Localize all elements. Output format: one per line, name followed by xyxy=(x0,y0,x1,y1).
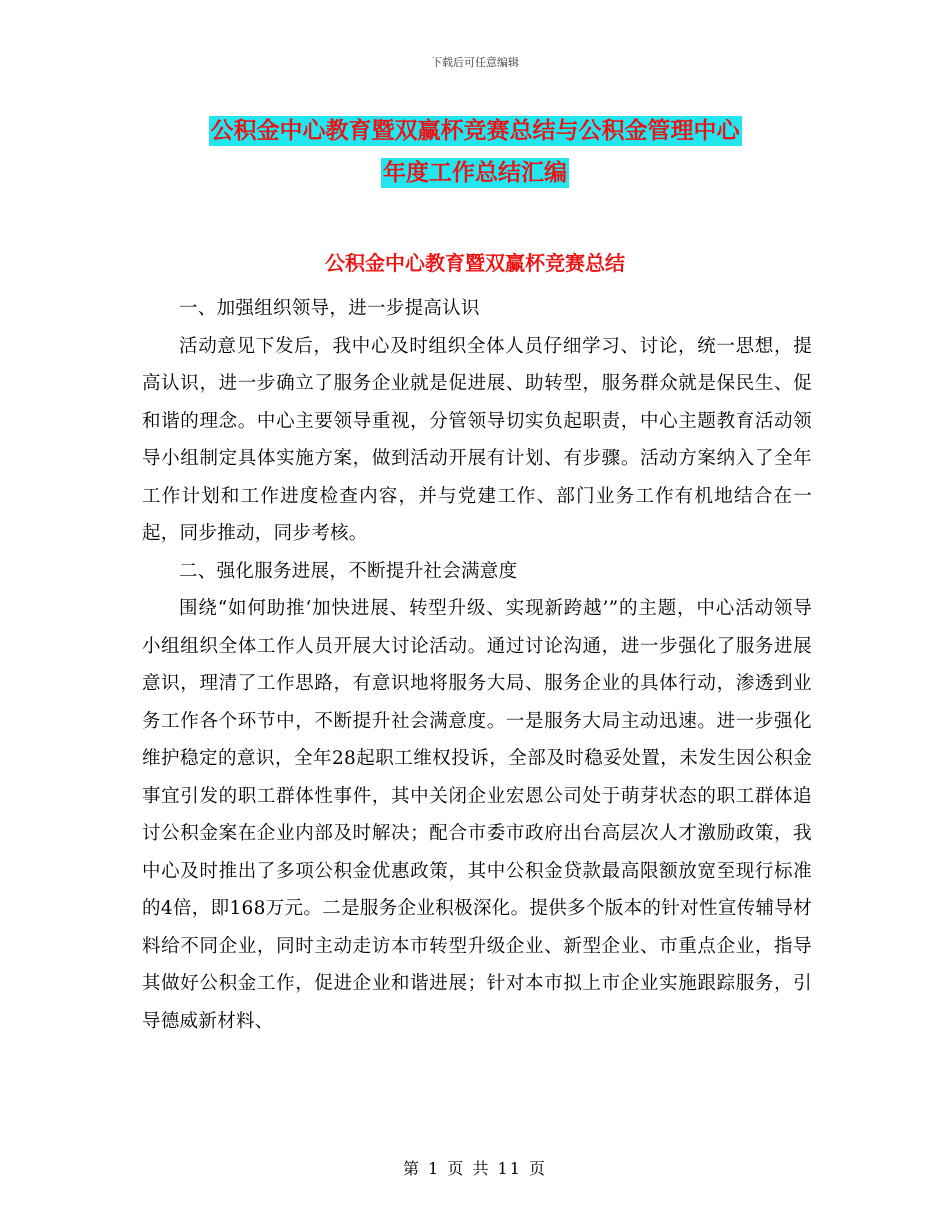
document-body xyxy=(142,290,812,1040)
heading-paragraph-1: 一、加强组织领导，进一步提高认识 xyxy=(179,298,480,319)
header-note: 下载后可任意编辑 xyxy=(431,56,519,69)
document-title-line-2: 年度工作总结汇编 xyxy=(383,160,567,186)
page-number-footer: 第 1 页 共 11 页 xyxy=(403,1159,547,1178)
body-paragraph-2: 围绕“如何助推‘加快进展、转型升级、实现新跨越’”的主题，中心活动领导小组组织全体工作人员开展大讨论活动。通过讨论沟通，进一步强化了服务进展意识，理清了工作思路，有意识地将服务大局、服务企业的具体行动，渗透到业务工作各个环节中，不断提升社会满意度。一是服务大局主动迅速。进一步强化维护稳定的意识，全年28起职工维权投诉，全部及时稳妥处置，未发生因公积金事宜引发的职工群体性事件，其中关闭企业宏恩公司处于萌芽状态的职工群体追讨公积金案在企业内部及时解决；配合市委市政府出台高层次人才激励政策，我中心及时推出了多项公积金优惠政策，其中公积金贷款最高限额放宽至现行标准的4倍，即168万元。二是服务企业积极深化。提供多个版本的针对性宣传辅导材料给不同企业，同时主动走访本市转型升级企业、新型企业、市重点企业，指导其做好公积金工作，促进企业和谐进展；针对本市拟上市企业实施跟踪服务，引导德威新材料、 xyxy=(142,598,812,1032)
body-paragraph-1: 活动意见下发后，我中心及时组织全体人员仔细学习、讨论，统一思想，提高认识，进一步确立了服务企业就是促进展、助转型，服务群众就是保民生、促和谐的理念。中心主要领导重视，分管领导切实负起职责，中心主题教育活动领导小组制定具体实施方案，做到活动开展有计划、有步骤。活动方案纳入了全年工作计划和工作进度检查内容，并与党建工作、部门业务工作有机地结合在一起，同步推动，同步考核。 xyxy=(142,335,812,544)
section-title: 公积金中心教育暨双赢杯竞赛总结 xyxy=(325,251,625,275)
heading-paragraph-2: 二、强化服务进展，不断提升社会满意度 xyxy=(179,560,518,582)
document-title xyxy=(140,110,810,194)
document-title-line-1: 公积金中心教育暨双赢杯竞赛总结与公积金管理中心 xyxy=(210,118,740,144)
